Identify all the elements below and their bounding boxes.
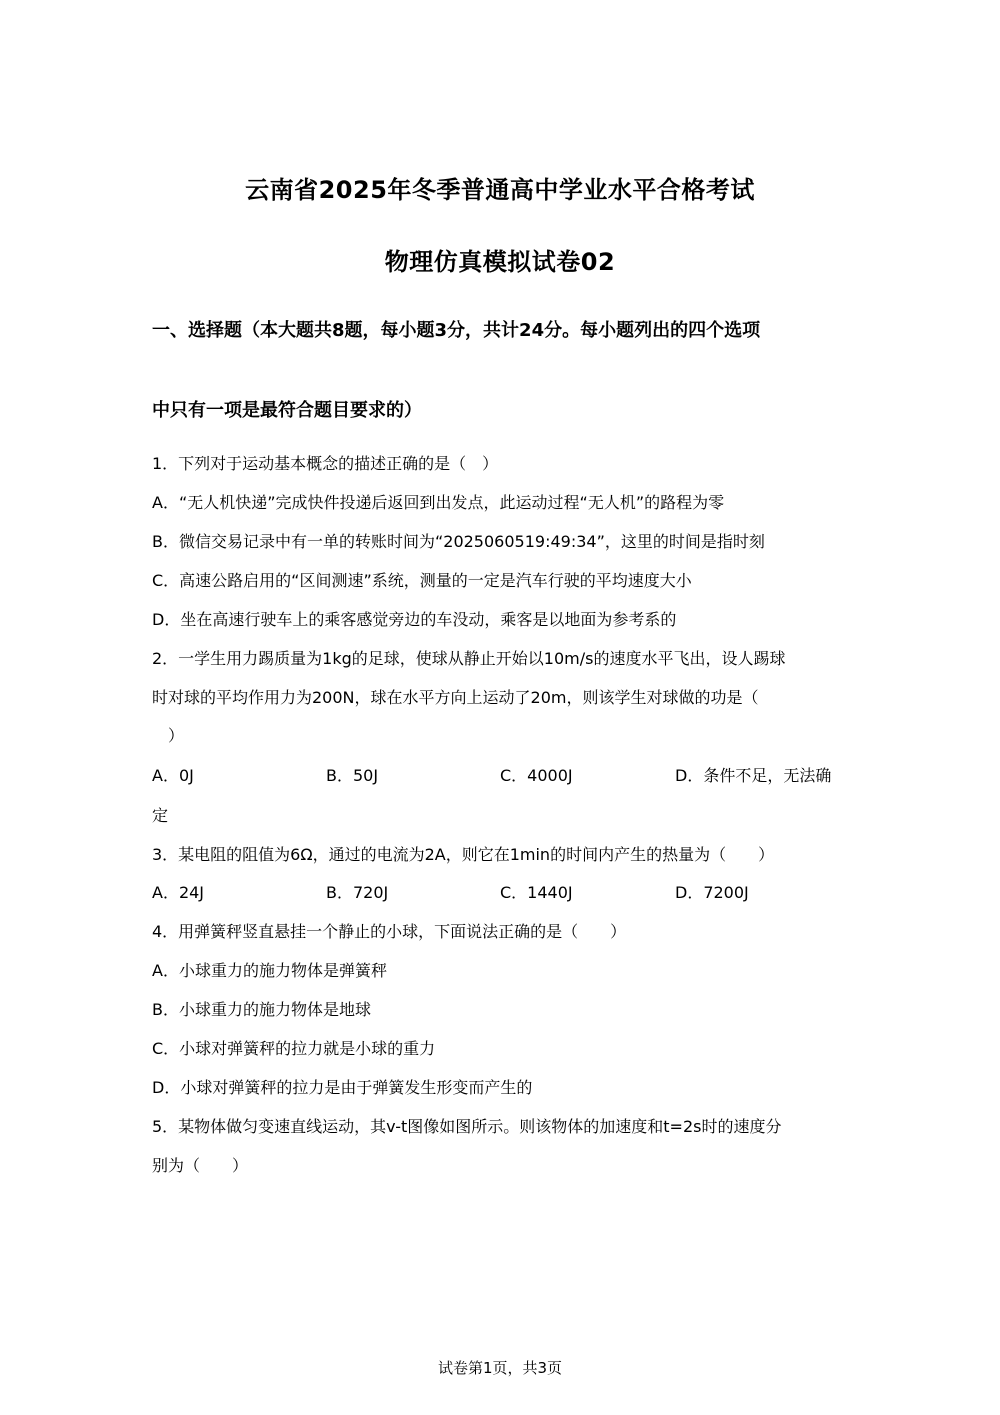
question-1-stem: 1．下列对于运动基本概念的描述正确的是（ ）	[152, 454, 499, 473]
question-1-option-d: D．坐在高速行驶车上的乘客感觉旁边的车没动，乘客是以地面为参考系的	[152, 610, 677, 629]
question-1-option-c: C．高速公路启用的“区间测速”系统，测量的一定是汽车行驶的平均速度大小	[152, 571, 692, 590]
page-footer: 试卷第1页，共3页	[437, 1359, 563, 1377]
question-4-option-a: A．小球重力的施力物体是弹簧秤	[152, 961, 387, 980]
section-heading-line1: 一、选择题（本大题共8题，每小题3分，共计24分。每小题列出的四个选项	[152, 320, 761, 341]
question-2-option-c: C．4000J	[500, 766, 573, 785]
question-2-option-b: B．50J	[326, 766, 379, 785]
question-1-option-b: B．微信交易记录中有一单的转账时间为“2025060519:49:34”，这里的时间是指时刻	[152, 532, 765, 551]
question-1-option-a: A．“无人机快递”完成快件投递后返回到出发点，此运动过程“无人机”的路程为零	[152, 493, 725, 512]
question-2-stem-line3: ）	[168, 726, 185, 745]
question-4-option-b: B．小球重力的施力物体是地球	[152, 1000, 371, 1019]
exam-subtitle: 物理仿真模拟试卷02	[384, 248, 616, 276]
section-heading-line2: 中只有一项是最符合题目要求的）	[152, 400, 422, 421]
exam-title: 云南省2025年冬季普通高中学业水平合格考试	[245, 176, 755, 204]
question-4-option-d: D．小球对弹簧秤的拉力是由于弹簧发生形变而产生的	[152, 1078, 533, 1097]
question-3-option-d: D．7200J	[675, 883, 749, 902]
question-2-option-d: D．条件不足，无法确	[675, 766, 832, 785]
question-2-stem-line1: 2．一学生用力踢质量为1kg的足球，使球从静止开始以10m/s的速度水平飞出，设人踢球	[152, 649, 786, 668]
question-3-option-b: B．720J	[326, 883, 389, 902]
question-2-option-a: A．0J	[152, 766, 194, 785]
question-5-stem-line2: 别为（ ）	[152, 1156, 249, 1175]
question-2-option-d-overflow: 定	[152, 806, 169, 825]
question-3-stem: 3．某电阻的阻值为6Ω，通过的电流为2A，则它在1min的时间内产生的热量为（ ）	[152, 845, 775, 864]
question-2-stem-line2: 时对球的平均作用力为200N，球在水平方向上运动了20m，则该学生对球做的功是（	[152, 688, 759, 707]
question-4-stem: 4．用弹簧秤竖直悬挂一个静止的小球，下面说法正确的是（ ）	[152, 922, 627, 941]
question-3-option-c: C．1440J	[500, 883, 573, 902]
question-5-stem-line1: 5．某物体做匀变速直线运动，其v-t图像如图所示。则该物体的加速度和t=2s时的速度分	[152, 1117, 782, 1136]
question-4-option-c: C．小球对弹簧秤的拉力就是小球的重力	[152, 1039, 436, 1058]
question-3-option-a: A．24J	[152, 883, 205, 902]
